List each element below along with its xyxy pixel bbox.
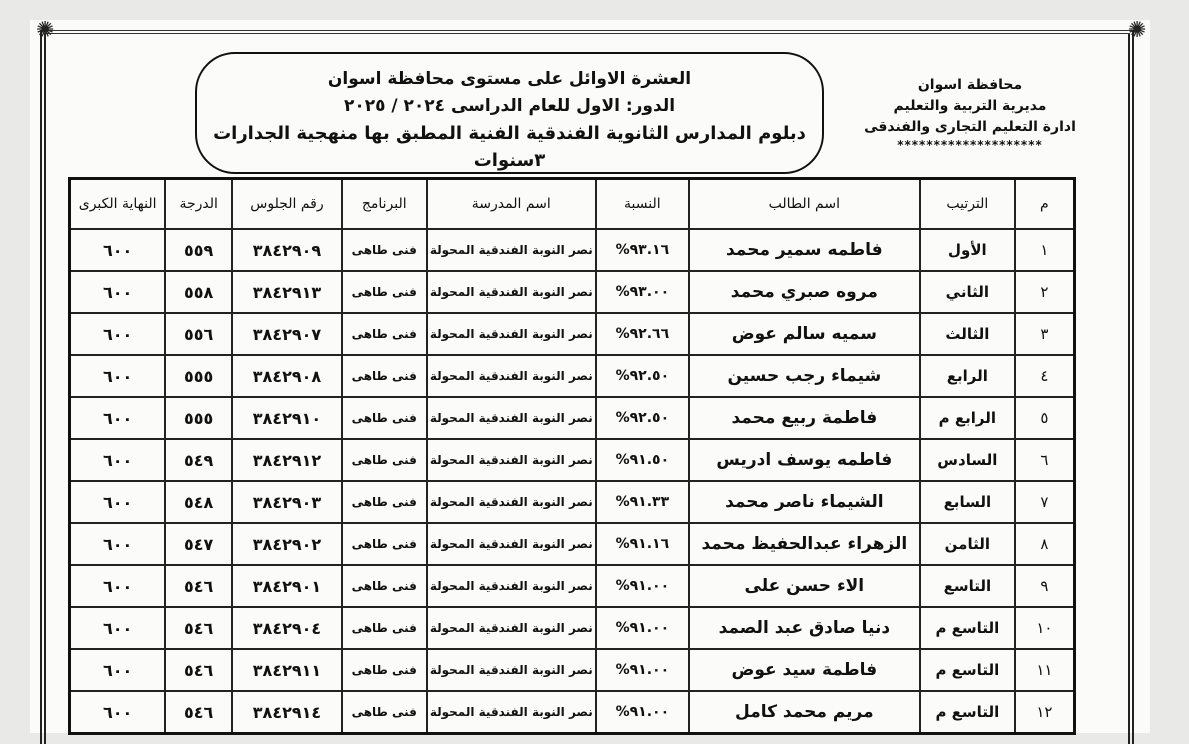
col-header-rank: الترتيب: [920, 179, 1015, 230]
max-score-cell: ٦٠٠: [70, 691, 166, 734]
seat-number-cell: ٣٨٤٢٩١٠: [232, 397, 342, 439]
rank-cell: الأول: [920, 229, 1015, 271]
school-cell: نصر النوبة الفندقية المحولة: [427, 439, 596, 481]
score-cell: ٥٥٥: [165, 397, 232, 439]
score-cell: ٥٤٩: [165, 439, 232, 481]
seat-number-cell: ٣٨٤٢٩٠٣: [232, 481, 342, 523]
student-name-cell: مروه صبري محمد: [689, 271, 920, 313]
max-score-cell: ٦٠٠: [70, 649, 166, 691]
table-row: [70, 313, 1075, 355]
score-cell: ٥٥٨: [165, 271, 232, 313]
score-cell: ٥٥٥: [165, 355, 232, 397]
seat-number-cell: ٣٨٤٢٩٠٩: [232, 229, 342, 271]
max-score-cell: ٦٠٠: [70, 439, 166, 481]
seat-number-cell: ٣٨٤٢٩٠٨: [232, 355, 342, 397]
seat-number-cell: ٣٨٤٢٩٠٧: [232, 313, 342, 355]
percentage-cell: %٩٢.٥٠: [596, 397, 689, 439]
school-cell: نصر النوبة الفندقية المحولة: [427, 229, 596, 271]
index-cell: ١٠: [1015, 607, 1075, 649]
score-cell: ٥٤٧: [165, 523, 232, 565]
table-row: [70, 397, 1075, 439]
student-name-cell: الزهراء عبدالحفيظ محمد: [689, 523, 920, 565]
results-table: [68, 177, 1076, 735]
col-header-school: اسم المدرسة: [427, 179, 596, 230]
student-name-cell: شيماء رجب حسين: [689, 355, 920, 397]
administration: ادارة التعليم التجارى والفندقى: [864, 119, 1076, 135]
percentage-cell: %٩١.٠٠: [596, 691, 689, 734]
title-box: [195, 52, 824, 174]
seat-number-cell: ٣٨٤٢٩٠٤: [232, 607, 342, 649]
seat-number-cell: ٣٨٤٢٩١٣: [232, 271, 342, 313]
index-cell: ١: [1015, 229, 1075, 271]
program-cell: فنى طاهى: [342, 691, 427, 734]
table-row: [70, 355, 1075, 397]
student-name-cell: فاطمه سمير محمد: [689, 229, 920, 271]
student-name-cell: سميه سالم عوض: [689, 313, 920, 355]
school-cell: نصر النوبة الفندقية المحولة: [427, 649, 596, 691]
index-cell: ٨: [1015, 523, 1075, 565]
program-cell: فنى طاهى: [342, 523, 427, 565]
title-line-1: العشرة الاوائل على مستوى محافظة اسوان: [327, 69, 692, 89]
rank-cell: السابع: [920, 481, 1015, 523]
seat-number-cell: ٣٨٤٢٩١٤: [232, 691, 342, 734]
percentage-cell: %٩١.٠٠: [596, 565, 689, 607]
table-row: [70, 439, 1075, 481]
rank-cell: الثامن: [920, 523, 1015, 565]
col-header-program: البرنامج: [342, 179, 427, 230]
percentage-cell: %٩١.٣٣: [596, 481, 689, 523]
score-cell: ٥٤٨: [165, 481, 232, 523]
student-name-cell: الاء حسن على: [689, 565, 920, 607]
col-header-max-score: النهاية الكبرى: [70, 179, 166, 230]
table-row: [70, 523, 1075, 565]
school-cell: نصر النوبة الفندقية المحولة: [427, 313, 596, 355]
index-cell: ٣: [1015, 313, 1075, 355]
index-cell: ١٢: [1015, 691, 1075, 734]
directorate: مديرية التربية والتعليم: [893, 98, 1047, 114]
col-header-percentage: النسبة: [596, 179, 689, 230]
seat-number-cell: ٣٨٤٢٩١٢: [232, 439, 342, 481]
program-cell: فنى طاهى: [342, 313, 427, 355]
student-name-cell: دنيا صادق عبد الصمد: [689, 607, 920, 649]
stars-divider: ********************: [897, 138, 1043, 152]
program-cell: فنى طاهى: [342, 355, 427, 397]
school-cell: نصر النوبة الفندقية المحولة: [427, 523, 596, 565]
school-cell: نصر النوبة الفندقية المحولة: [427, 481, 596, 523]
program-cell: فنى طاهى: [342, 229, 427, 271]
rank-cell: الثاني: [920, 271, 1015, 313]
rank-cell: التاسع م: [920, 649, 1015, 691]
governorate: محافظة اسوان: [917, 77, 1023, 93]
score-cell: ٥٤٦: [165, 691, 232, 734]
student-name-cell: مريم محمد كامل: [689, 691, 920, 734]
program-cell: فنى طاهى: [342, 481, 427, 523]
student-name-cell: فاطمه يوسف ادريس: [689, 439, 920, 481]
index-cell: ١١: [1015, 649, 1075, 691]
table-row: [70, 565, 1075, 607]
max-score-cell: ٦٠٠: [70, 607, 166, 649]
percentage-cell: %٩١.٥٠: [596, 439, 689, 481]
school-cell: نصر النوبة الفندقية المحولة: [427, 397, 596, 439]
table-row: [70, 607, 1075, 649]
percentage-cell: %٩٢.٦٦: [596, 313, 689, 355]
school-cell: نصر النوبة الفندقية المحولة: [427, 271, 596, 313]
rank-cell: التاسع: [920, 565, 1015, 607]
max-score-cell: ٦٠٠: [70, 229, 166, 271]
table-row: [70, 481, 1075, 523]
max-score-cell: ٦٠٠: [70, 397, 166, 439]
max-score-cell: ٦٠٠: [70, 355, 166, 397]
program-cell: فنى طاهى: [342, 397, 427, 439]
max-score-cell: ٦٠٠: [70, 565, 166, 607]
program-cell: فنى طاهى: [342, 439, 427, 481]
percentage-cell: %٩٣.١٦: [596, 229, 689, 271]
index-cell: ٩: [1015, 565, 1075, 607]
percentage-cell: %٩٣.٠٠: [596, 271, 689, 313]
col-header-score: الدرجة: [165, 179, 232, 230]
index-cell: ٥: [1015, 397, 1075, 439]
seat-number-cell: ٣٨٤٢٩١١: [232, 649, 342, 691]
rank-cell: السادس: [920, 439, 1015, 481]
score-cell: ٥٤٦: [165, 565, 232, 607]
title-line-2: الدور: الاول للعام الدراسى ٢٠٢٤ / ٢٠٢٥: [343, 96, 676, 116]
rank-cell: التاسع م: [920, 607, 1015, 649]
col-header-student-name: اسم الطالب: [689, 179, 920, 230]
table-row: [70, 691, 1075, 734]
table-row: [70, 229, 1075, 271]
student-name-cell: فاطمة سيد عوض: [689, 649, 920, 691]
student-name-cell: فاطمة ربيع محمد: [689, 397, 920, 439]
index-cell: ٤: [1015, 355, 1075, 397]
max-score-cell: ٦٠٠: [70, 481, 166, 523]
table-row: [70, 649, 1075, 691]
max-score-cell: ٦٠٠: [70, 313, 166, 355]
max-score-cell: ٦٠٠: [70, 523, 166, 565]
col-header-seat-number: رقم الجلوس: [232, 179, 342, 230]
school-cell: نصر النوبة الفندقية المحولة: [427, 355, 596, 397]
score-cell: ٥٥٦: [165, 313, 232, 355]
program-cell: فنى طاهى: [342, 271, 427, 313]
seat-number-cell: ٣٨٤٢٩٠١: [232, 565, 342, 607]
school-cell: نصر النوبة الفندقية المحولة: [427, 691, 596, 734]
percentage-cell: %٩٢.٥٠: [596, 355, 689, 397]
program-cell: فنى طاهى: [342, 565, 427, 607]
percentage-cell: %٩١.٠٠: [596, 607, 689, 649]
student-name-cell: الشيماء ناصر محمد: [689, 481, 920, 523]
col-header-index: م: [1015, 179, 1075, 230]
title-line-3: دبلوم المدارس الثانوية الفندقية الفنية المطبق بها منهجية الجدارات ٣سنوات: [213, 123, 806, 171]
rank-cell: التاسع م: [920, 691, 1015, 734]
percentage-cell: %٩١.٠٠: [596, 649, 689, 691]
rank-cell: الرابع م: [920, 397, 1015, 439]
score-cell: ٥٤٦: [165, 649, 232, 691]
table-header-row: [70, 179, 1075, 230]
program-cell: فنى طاهى: [342, 649, 427, 691]
table-row: [70, 271, 1075, 313]
index-cell: ٢: [1015, 271, 1075, 313]
max-score-cell: ٦٠٠: [70, 271, 166, 313]
corner-ornament-icon: ✺: [1128, 18, 1147, 43]
program-cell: فنى طاهى: [342, 607, 427, 649]
score-cell: ٥٥٩: [165, 229, 232, 271]
rank-cell: الثالث: [920, 313, 1015, 355]
seat-number-cell: ٣٨٤٢٩٠٢: [232, 523, 342, 565]
school-cell: نصر النوبة الفندقية المحولة: [427, 607, 596, 649]
score-cell: ٥٤٦: [165, 607, 232, 649]
organization-block: [860, 75, 1080, 152]
percentage-cell: %٩١.١٦: [596, 523, 689, 565]
rank-cell: الرابع: [920, 355, 1015, 397]
corner-ornament-icon: ✺: [36, 18, 55, 43]
index-cell: ٦: [1015, 439, 1075, 481]
school-cell: نصر النوبة الفندقية المحولة: [427, 565, 596, 607]
index-cell: ٧: [1015, 481, 1075, 523]
